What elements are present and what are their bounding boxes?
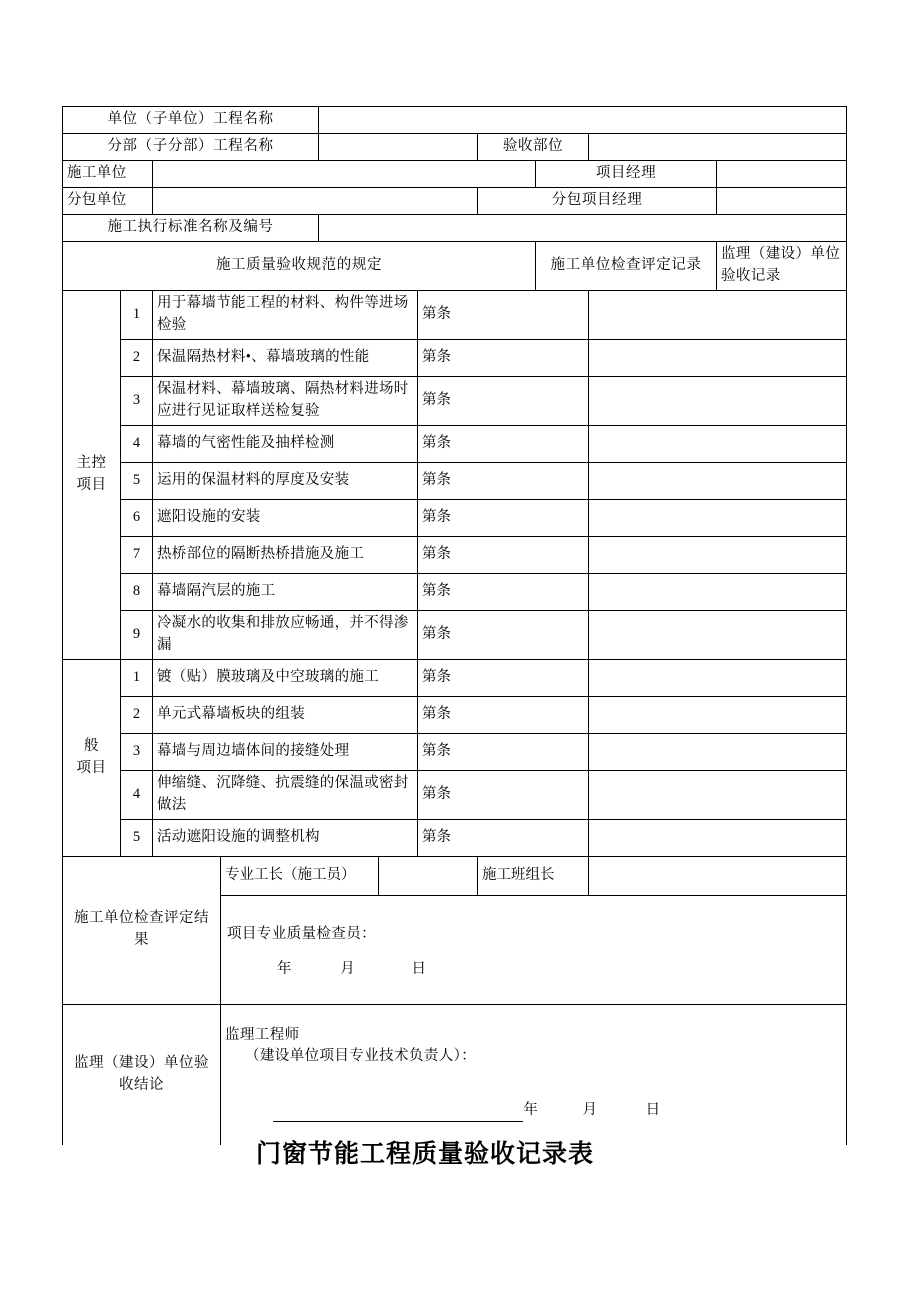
table-row xyxy=(63,573,847,610)
unit-project-label: 单位（子单位）工程名称 xyxy=(63,107,319,134)
supervision-date-line: 年 月 日 xyxy=(523,1101,661,1118)
item-description: 伸缩缝、沉降缝、抗震缝的保温或密封做法 xyxy=(153,770,418,819)
clause-reference: 第条 xyxy=(418,573,589,610)
clause-reference: 第条 xyxy=(418,696,589,733)
item-number: 8 xyxy=(121,573,153,610)
group-label-line: 主控 xyxy=(76,454,107,471)
supervision-block-label: 监理（建设）单位验收结论 xyxy=(63,1004,221,1145)
item-description: 保温材料、幕墙玻璃、隔热材料进场时应进行见证取样送检复验 xyxy=(153,376,418,425)
construction-record-cell[interactable] xyxy=(589,733,847,770)
form-row-division-project xyxy=(63,134,847,161)
supervision-signature-body xyxy=(225,1007,842,1144)
item-description: 镀（贴）膜玻璃及中空玻璃的施工 xyxy=(153,659,418,696)
item-description: 用于幕墙节能工程的材料、构件等进场检验 xyxy=(153,290,418,339)
item-number: 3 xyxy=(121,733,153,770)
item-number: 5 xyxy=(121,819,153,856)
construction-unit-label: 施工单位 xyxy=(63,161,153,188)
standard-value[interactable] xyxy=(319,215,847,242)
table-row xyxy=(63,536,847,573)
form-row-unit-project xyxy=(63,107,847,134)
construction-record-cell[interactable] xyxy=(589,290,847,339)
group-label-line: 般 xyxy=(84,737,99,754)
table-row xyxy=(63,610,847,659)
item-description: 活动遮阳设施的调整机构 xyxy=(153,819,418,856)
supervision-signature-area[interactable] xyxy=(221,1004,847,1145)
group-label-main-control xyxy=(63,290,121,659)
item-number: 4 xyxy=(121,770,153,819)
table-row xyxy=(63,733,847,770)
construction-record-header: 施工单位检查评定记录 xyxy=(536,242,717,291)
item-number: 1 xyxy=(121,659,153,696)
subcontract-manager-label: 分包项目经理 xyxy=(478,188,717,215)
table-row xyxy=(63,659,847,696)
item-number: 7 xyxy=(121,536,153,573)
table-row xyxy=(63,376,847,425)
supervision-record-header: 监理（建设）单位验收记录 xyxy=(717,242,847,291)
item-description: 幕墙与周边墙体间的接缝处理 xyxy=(153,733,418,770)
result-row-signatures xyxy=(63,856,847,895)
subcontract-unit-value[interactable] xyxy=(153,188,478,215)
construction-record-cell[interactable] xyxy=(589,659,847,696)
table-row xyxy=(63,290,847,339)
item-description: 幕墙隔汽层的施工 xyxy=(153,573,418,610)
clause-reference: 第条 xyxy=(418,770,589,819)
supervision-conclusion-row xyxy=(63,1004,847,1145)
acceptance-part-value[interactable] xyxy=(589,134,847,161)
team-leader-label: 施工班组长 xyxy=(478,856,589,895)
inspection-table-header xyxy=(63,242,847,291)
group-label-line: 项目 xyxy=(76,476,107,493)
clause-reference: 第条 xyxy=(418,659,589,696)
signature-underline xyxy=(273,1120,523,1122)
inspector-label: 项目专业质量检查员： xyxy=(227,925,376,942)
construction-record-cell[interactable] xyxy=(589,499,847,536)
clause-reference: 第条 xyxy=(418,819,589,856)
item-description: 幕墙的气密性能及抽样检测 xyxy=(153,425,418,462)
construction-record-cell[interactable] xyxy=(589,770,847,819)
item-description: 单元式幕墙板块的组装 xyxy=(153,696,418,733)
subcontract-unit-label: 分包单位 xyxy=(63,188,153,215)
unit-project-value[interactable] xyxy=(319,107,847,134)
project-manager-value[interactable] xyxy=(717,161,847,188)
item-number: 6 xyxy=(121,499,153,536)
group-label-general xyxy=(63,659,121,856)
table-row xyxy=(63,425,847,462)
clause-reference: 第条 xyxy=(418,339,589,376)
form-row-subcontract-unit xyxy=(63,188,847,215)
clause-reference: 第条 xyxy=(418,376,589,425)
item-description: 保温隔热材料•、幕墙玻璃的性能 xyxy=(153,339,418,376)
inspector-signature-area[interactable] xyxy=(221,895,847,1004)
spec-requirement-header: 施工质量验收规范的规定 xyxy=(63,242,536,291)
project-manager-label: 项目经理 xyxy=(536,161,717,188)
table-row xyxy=(63,462,847,499)
group-label-line: 项目 xyxy=(76,759,107,776)
item-description: 冷凝水的收集和排放应畅通，并不得渗漏 xyxy=(153,610,418,659)
clause-reference: 第条 xyxy=(418,733,589,770)
item-description: 热桥部位的隔断热桥措施及施工 xyxy=(153,536,418,573)
division-project-value[interactable] xyxy=(319,134,478,161)
form-row-construction-unit xyxy=(63,161,847,188)
supervision-engineer-label: 监理工程师 xyxy=(225,1026,300,1043)
item-number: 1 xyxy=(121,290,153,339)
table-row xyxy=(63,770,847,819)
table-row xyxy=(63,696,847,733)
foreman-label: 专业工长（施工员） xyxy=(221,856,379,895)
clause-reference: 第条 xyxy=(418,462,589,499)
construction-record-cell[interactable] xyxy=(589,573,847,610)
construction-record-cell[interactable] xyxy=(589,425,847,462)
team-leader-value[interactable] xyxy=(589,856,847,895)
item-number: 9 xyxy=(121,610,153,659)
foreman-value[interactable] xyxy=(379,856,478,895)
clause-reference: 第条 xyxy=(418,536,589,573)
construction-record-cell[interactable] xyxy=(589,462,847,499)
table-row xyxy=(63,819,847,856)
supervision-responsible-label: （建设单位项目专业技术负责人）： xyxy=(245,1048,477,1065)
page-title: 门窗节能工程质量验收记录表 xyxy=(255,1139,594,1168)
construction-record-cell[interactable] xyxy=(589,376,847,425)
item-number: 3 xyxy=(121,376,153,425)
clause-reference: 第条 xyxy=(418,610,589,659)
item-description: 运用的保温材料的厚度及安装 xyxy=(153,462,418,499)
subcontract-manager-value[interactable] xyxy=(717,188,847,215)
construction-record-cell[interactable] xyxy=(589,339,847,376)
clause-reference: 第条 xyxy=(418,425,589,462)
item-description: 遮阳设施的安装 xyxy=(153,499,418,536)
clause-reference: 第条 xyxy=(418,499,589,536)
construction-record-cell[interactable] xyxy=(589,610,847,659)
item-number: 5 xyxy=(121,462,153,499)
result-date-line: 年 月 日 xyxy=(277,961,427,978)
item-number: 4 xyxy=(121,425,153,462)
table-row xyxy=(63,499,847,536)
division-project-label: 分部（子分部）工程名称 xyxy=(63,134,319,161)
form-row-standard xyxy=(63,215,847,242)
construction-unit-value[interactable] xyxy=(153,161,536,188)
inspector-signature-body xyxy=(225,898,842,1002)
acceptance-part-label: 验收部位 xyxy=(478,134,589,161)
item-number: 2 xyxy=(121,696,153,733)
construction-record-cell[interactable] xyxy=(589,819,847,856)
acceptance-record-form xyxy=(62,106,847,1145)
item-number: 2 xyxy=(121,339,153,376)
construction-record-cell[interactable] xyxy=(589,696,847,733)
table-row xyxy=(63,339,847,376)
clause-reference: 第条 xyxy=(418,290,589,339)
standard-label: 施工执行标准名称及编号 xyxy=(63,215,319,242)
construction-record-cell[interactable] xyxy=(589,536,847,573)
result-block-label: 施工单位检查评定结果 xyxy=(63,856,221,1004)
